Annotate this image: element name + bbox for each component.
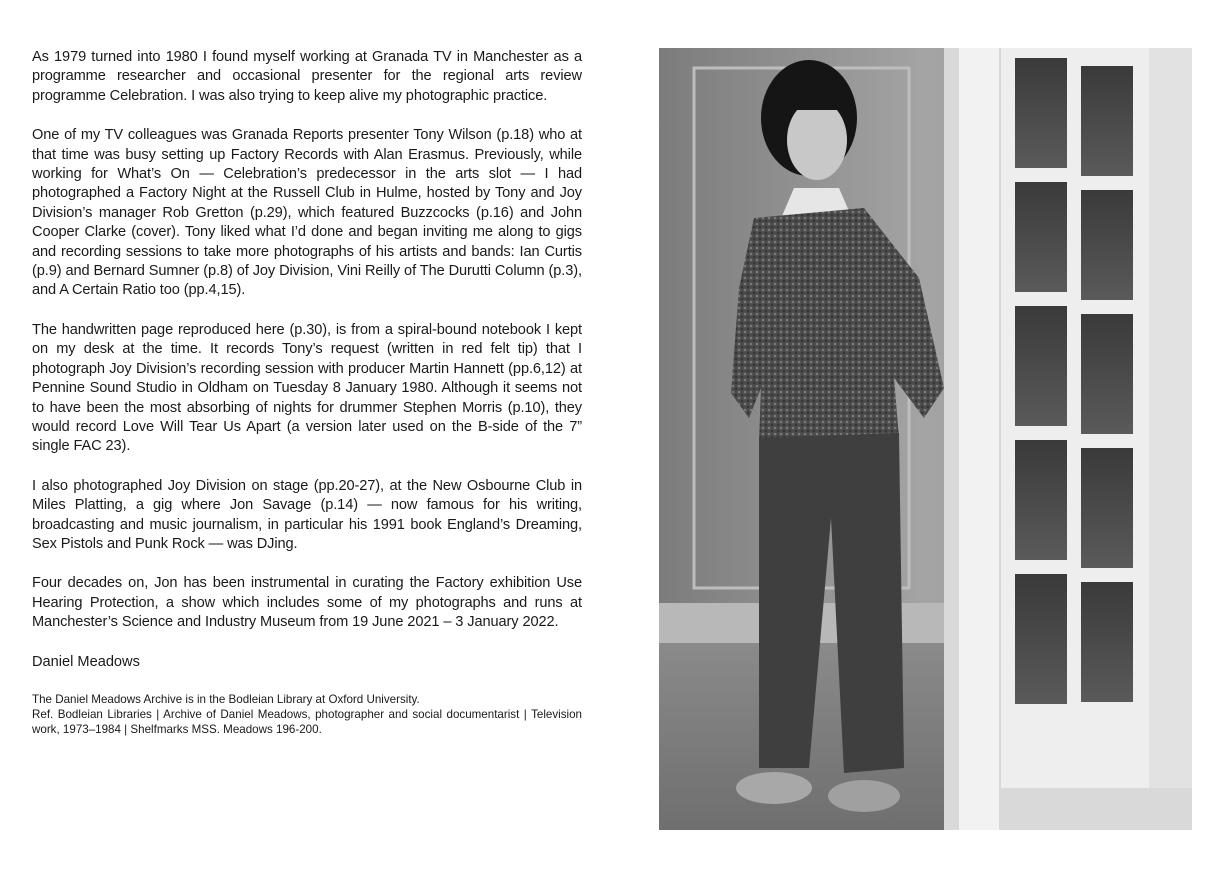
article-text <box>32 48 582 737</box>
footnote-line-2: Ref. Bodleian Libraries | Archive of Daniel Meadows, photographer and social documentarist | Television work, 1973–1984 | Shelfmarks MSS. Meadows 196-200. <box>32 707 582 736</box>
french-door <box>1001 48 1192 788</box>
paragraph-1: As 1979 turned into 1980 I found myself working at Granada TV in Manchester as a programme researcher and occasional presenter for the regional arts review programme Celebration. I was also trying to keep alive my photographic practice. <box>32 49 582 104</box>
paragraph-4: I also photographed Joy Division on stage (pp.20-27), at the New Osbourne Club in Miles Platting, a gig where Jon Savage (p.14) — now famous for his writing, broadcasting and music journalism, in particular his 1991 book England’s Dreaming, Sex Pistols and Punk Rock — was DJing. <box>32 477 582 552</box>
paragraph-5: Four decades on, Jon has been instrumental in curating the Factory exhibition Use Hearing Protection, a show which includes some of my photographs and runs at Manchester’s Science and Industry Museum from 19 June 2021 – 3 January 2022. <box>32 575 582 631</box>
paragraph-3: The handwritten page reproduced here (p.30), is from a spiral-bound notebook I kept on my desk at the time. It records Tony’s request (written in red felt tip) that I photograph Joy Division’s recording session with producer Martin Hannett (pp.6,12) at Pennine Sound Studio in Oldham on Tuesday 8 January 1980. Although it seems not to have been the most absorbing of nights for drummer Stephen Morris (p.10), they would record Love Will Tear Us Apart (a version later used on the B-side of the 7” single FAC 23). <box>32 321 582 455</box>
archive-footnote <box>32 692 582 738</box>
portrait-photograph <box>659 48 1192 830</box>
paragraph-2: One of my TV colleagues was Granada Reports presenter Tony Wilson (p.18) who at that time was busy setting up Factory Records with Alan Erasmus. Previously, while working for What’s On — Celebration’s predecessor in the arts slot — I had photographed a Factory Night at the Russell Club in Hulme, hosted by Tony and Joy Division’s manager Rob Gretton (p.29), which featured Buzzcocks (p.16) and John Cooper Clarke (cover). Tony liked what I’d done and began inviting me along to gigs and recording sessions to take more photographs of his artists and bands: Ian Curtis (p.9) and Bernard Sumner (p.8) of Joy Division, Vini Reilly of The Durutti Column (p.3), and A Certain Ratio too (pp.4,15). <box>32 127 582 299</box>
footnote-line-1: The Daniel Meadows Archive is in the Bodleian Library at Oxford University. <box>32 692 420 706</box>
door-jamb <box>959 48 999 830</box>
photo-illustration <box>659 48 1192 830</box>
author-signature: Daniel Meadows <box>32 653 140 670</box>
